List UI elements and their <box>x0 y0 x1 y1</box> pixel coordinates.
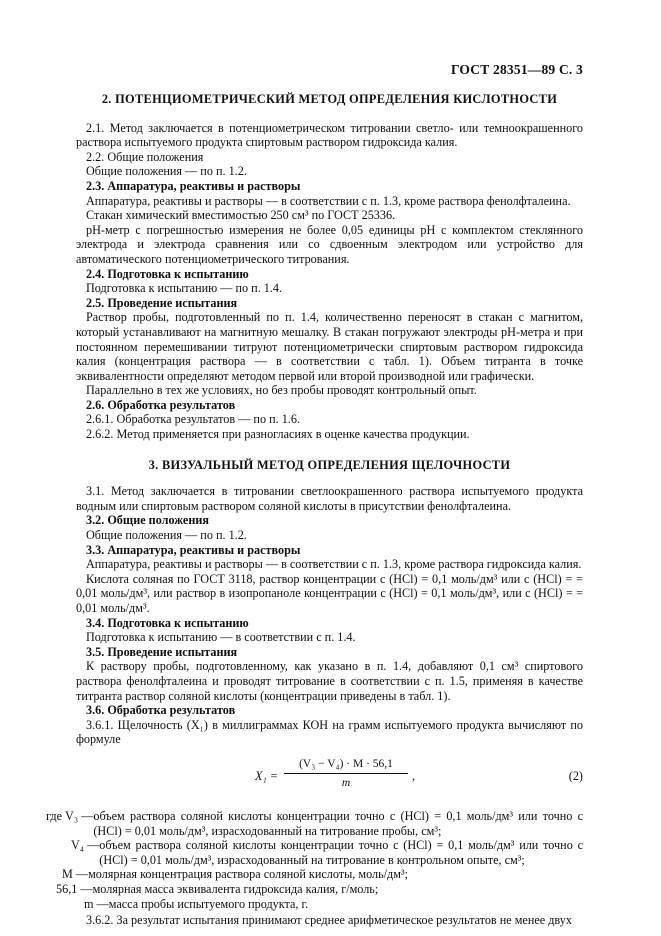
heading-3-4: 3.4. Подготовка к испытанию <box>86 615 249 630</box>
para-3-2: Общие положения — по п. 1.2. <box>86 528 247 543</box>
formula-2 <box>76 755 583 803</box>
para-2-3b: Стакан химический вместимостью 250 см³ по ГОСТ 25336. <box>86 208 396 223</box>
para-2-5a: Раствор пробы, подготовленный по п. 1.4, количественно переносят в стакан с магнитом, который устанавливают на магнитную мешалку. В стакан погружают электроды pH-метра и при постоянном перемешивании титруют потенциометрически спиртовым раствором гидроксида калия (концентрация раствора — в соответствии с табл. 1). Объем титранта в точке эквивалентности определяют методом первой или второй производной или графически. <box>76 310 583 383</box>
heading-3-2: 3.2. Общие положения <box>86 513 209 528</box>
legend-text: объем раствора соляной кислоты концентрации точно c (HCl) = 0,1 моль/дм³ или точно c (HCl) = 0,01 моль/дм³, израсходованный на титрование пробы, см³; <box>93 808 583 838</box>
legend-item <box>84 897 583 912</box>
para-2-1: 2.1. Метод заключается в потенциометрическом титровании светло- или темноокрашенного раствора испытуемого продукта спиртовым раствором гидроксида калия. <box>76 120 583 150</box>
para-3-6-2: 3.6.2. За результат испытания принимают среднее арифметическое результатов не менее двух <box>86 913 572 928</box>
heading-3-5: 3.5. Проведение испытания <box>86 644 238 659</box>
legend-text: объем раствора соляной кислоты концентрации точно c (HCl) = 0,1 моль/дм³ или точно c (HCl) = 0,01 моль/дм³, израсходованный на титрование в контрольном опыте, см³; <box>99 838 583 867</box>
legend-item <box>56 882 583 897</box>
heading-2-6: 2.6. Обработка результатов <box>86 397 236 412</box>
para-3-5: К раствору пробы, подготовленному, как указано в п. 1.4, добавляют 0,1 см³ спиртового раствора фенолфталеина и проводят титрование в соответствии с п. 1.5, применяя в качестве титранта раствор соляной кислоты (концентрации приведены в табл. 1). <box>76 659 583 703</box>
heading-2-5: 2.5. Проведение испытания <box>86 295 238 310</box>
heading-3-3: 3.3. Аппаратура, реактивы и растворы <box>86 542 301 557</box>
section-2-title: 2. ПОТЕНЦИОМЕТРИЧЕСКИЙ МЕТОД ОПРЕДЕЛЕНИЯ КИСЛОТНОСТИ <box>101 92 558 106</box>
legend-item <box>71 838 583 867</box>
page-body <box>46 92 583 928</box>
legend-label: m — <box>84 896 109 911</box>
heading-3-6: 3.6. Обработка результатов <box>86 703 236 718</box>
heading-2-2: 2.2. Общие положения <box>86 149 204 164</box>
heading-2-3: 2.3. Аппаратура, реактивы и растворы <box>86 178 301 193</box>
para-2-6-1: 2.6.1. Обработка результатов — по п. 1.6. <box>86 412 300 427</box>
para-3-3a: Аппаратура, реактивы и растворы — в соответствии с п. 1.3, кроме раствора гидроксида калия. <box>86 557 582 572</box>
para-2-4: Подготовка к испытанию — по п. 1.4. <box>86 281 283 296</box>
page-header: ГОСТ 28351—89 С. 3 <box>450 62 583 77</box>
formula-numerator: (V₃ − V₄) · M · 56,1 <box>299 757 393 770</box>
para-2-2: Общие положения — по п. 1.2. <box>86 164 247 179</box>
para-2-3c: pH-метр с погрешностью измерения не более 0,05 единицы pH с комплектом стеклянного электрода и электрода сравнения или со сдвоенным электродом или устройство для автоматического потенциометрического титрования. <box>76 222 583 266</box>
formula-fraction <box>284 757 408 790</box>
formula-lhs: X₁ = <box>255 768 278 783</box>
formula-denominator: m <box>341 776 351 789</box>
heading-2-4: 2.4. Подготовка к испытанию <box>86 266 249 281</box>
legend-label: V₄ — <box>71 838 100 853</box>
para-3-3b: Кислота соляная по ГОСТ 3118, раствор концентрации c (HCl) = 0,1 моль/дм³ или c (HCl) = = 0,01 моль/дм³, или раствор в изопропаноле концентрации c (HCl) = 0,1 моль/дм³, или c (HCl) = = 0,01 моль/дм³. <box>76 571 583 615</box>
section-3-title: 3. ВИЗУАЛЬНЫЙ МЕТОД ОПРЕДЕЛЕНИЯ ЩЕЛОЧНОСТИ <box>148 457 511 472</box>
fraction-bar <box>284 773 408 774</box>
legend-label: где V₃ — <box>46 808 94 823</box>
para-3-4: Подготовка к испытанию — в соответствии с п. 1.4. <box>86 630 356 645</box>
para-3-6-1: 3.6.1. Щелочность (X₁) в миллиграммах КОН на грамм испытуемого продукта вычисляют по формуле <box>76 717 583 747</box>
para-2-6-2: 2.6.2. Метод применяется при разногласиях в оценке качества продукции. <box>86 427 470 442</box>
legend-text: молярная масса эквивалента гидроксида калия, г/моль; <box>92 881 379 896</box>
formula-legend <box>46 808 583 911</box>
legend-text: масса пробы испытуемого продукта, г. <box>108 896 309 911</box>
para-2-5b: Параллельно в тех же условиях, но без пробы проводят контрольный опыт. <box>86 383 477 398</box>
legend-label: 56,1 — <box>56 881 93 896</box>
legend-label: M — <box>62 867 89 882</box>
formula-comma: , <box>412 768 416 783</box>
legend-item <box>46 809 583 838</box>
para-3-1: 3.1. Метод заключается в титровании светлоокрашенного раствора испытуемого продукта водным или спиртовым раствором соляной кислоты в присутствии фенолфталеина. <box>76 484 583 513</box>
para-2-3a: Аппаратура, реактивы и растворы — в соответствии с п. 1.3, кроме раствора фенолфталеина. <box>86 193 571 208</box>
formula-number: (2) <box>568 768 583 783</box>
legend-item <box>62 867 583 882</box>
legend-text: молярная концентрация раствора соляной кислоты, моль/дм³; <box>88 867 409 882</box>
